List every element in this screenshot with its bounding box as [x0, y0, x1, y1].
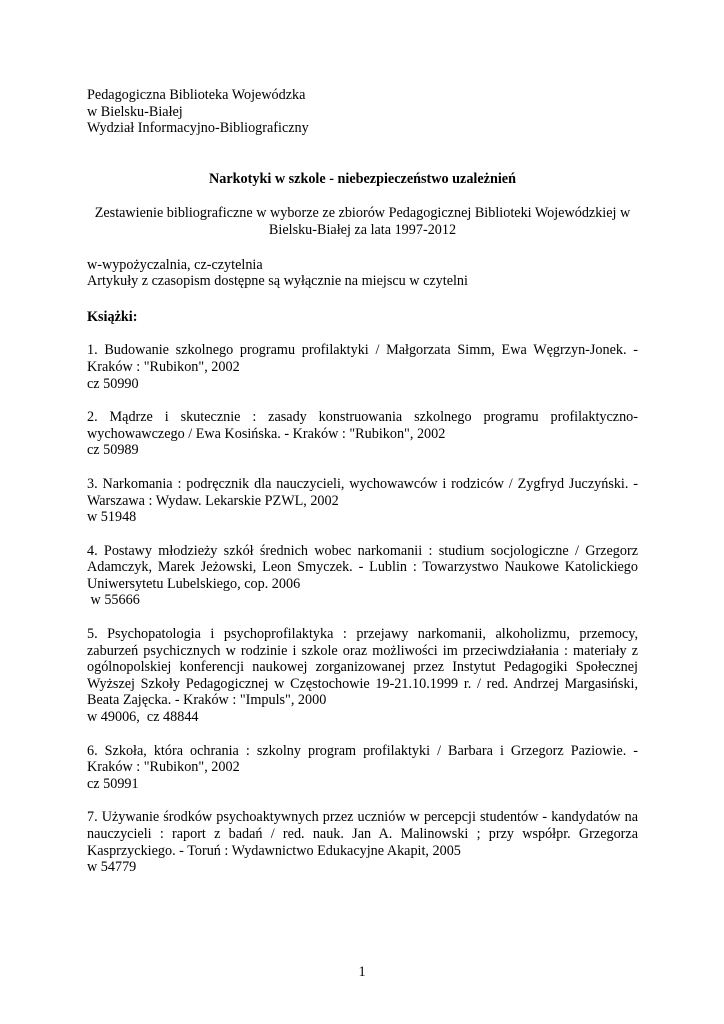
entry-description: 3. Narkomania : podręcznik dla nauczycieli, wychowawców i rodziców / Zygfryd Juczyński. - Warszawa : Wydaw. Lekarskie PZWL, 2002 — [87, 475, 638, 509]
bibliography-entry — [87, 543, 638, 609]
entry-description: 6. Szkoła, która ochrania : szkolny program profilaktyki / Barbara i Grzegorz Paziowie. - Kraków : "Rubikon", 2002 — [87, 742, 638, 776]
document-page — [87, 87, 638, 893]
entry-signature: w 55666 — [87, 592, 140, 609]
header-line-library: Pedagogiczna Biblioteka Wojewódzka — [87, 87, 306, 103]
bibliography-entry — [87, 342, 638, 392]
document-title: Narkotyki w szkole - niebezpieczeństwo uzależnień — [209, 170, 516, 187]
bibliography-entry — [87, 476, 638, 526]
bibliography-list — [87, 342, 638, 875]
bibliography-entry — [87, 809, 638, 875]
entry-signature: w 54779 — [87, 859, 137, 876]
bibliography-entry — [87, 743, 638, 793]
legend-abbreviations: w-wypożyczalnia, cz-czytelnia — [87, 256, 263, 273]
institution-header — [87, 87, 638, 137]
entry-signature: cz 50989 — [87, 442, 139, 459]
entry-signature: cz 50990 — [87, 375, 139, 392]
entry-description: 5. Psychopatologia i psychoprofilaktyka : przejawy narkomanii, alkoholizmu, przemocy, zaburzeń psychicznych w rodzinie i szkole oraz możliwości im przeciwdziałania : materiały z ogólnopolskiej konferencji naukowej zorganizowanej przez Instytut Pedagogiki Społecznej Wyższej Szkoły Pedagogicznej w Częstochowie 19-21.10.1999 r. / red. Andrzej Margasiński, Beata Zajęcka. - Kraków : "Impuls", 2000 — [87, 626, 638, 709]
entry-description: 1. Budowanie szkolnego programu profilaktyki / Małgorzata Simm, Ewa Węgrzyn-Jonek. - Kraków : "Rubikon", 2002 — [87, 342, 638, 375]
entry-signature: w 49006, cz 48844 — [87, 709, 199, 726]
header-line-city: w Bielsku-Białej — [87, 103, 183, 120]
bibliography-entry — [87, 409, 638, 459]
section-heading-books: Książki: — [87, 308, 138, 325]
entry-signature: w 51948 — [87, 509, 137, 526]
header-line-department: Wydział Informacyjno-Bibliograficzny — [87, 120, 309, 137]
entry-description: 7. Używanie środków psychoaktywnych przez uczniów w percepcji studentów - kandydatów na nauczycieli : raport z badań / red. nauk. Jan A. Malinowski ; przy współpr. Grzegorza Kasprzyckiego. - Toruń : Wydawnictwo Edukacyjne Akapit, 2005 — [87, 809, 638, 859]
legend-note: Artykuły z czasopism dostępne są wyłącznie na miejscu w czytelni — [87, 273, 468, 290]
bibliography-entry — [87, 626, 638, 726]
page-number: 1 — [358, 964, 366, 980]
entry-description: 4. Postawy młodzieży szkół średnich wobec narkomanii : studium socjologiczne / Grzegorz Adamczyk, Marek Jeżowski, Leon Smyczek. - Lublin : Towarzystwo Naukowe Katolickiego Uniwersytetu Lubelskiego, cop. 2006 — [87, 542, 638, 592]
entry-description: 2. Mądrze i skutecznie : zasady konstruowania szkolnego programu profilaktyczno-wychowawczego / Ewa Kosińska. - Kraków : "Rubikon", 2002 — [87, 409, 638, 442]
document-subtitle: Zestawienie bibliograficzne w wyborze ze zbiorów Pedagogicznej Biblioteki Wojewódzkiej w Bielsku-Białej za lata 1997-2012 — [94, 205, 631, 238]
entry-signature: cz 50991 — [87, 775, 139, 792]
legend — [87, 257, 638, 290]
